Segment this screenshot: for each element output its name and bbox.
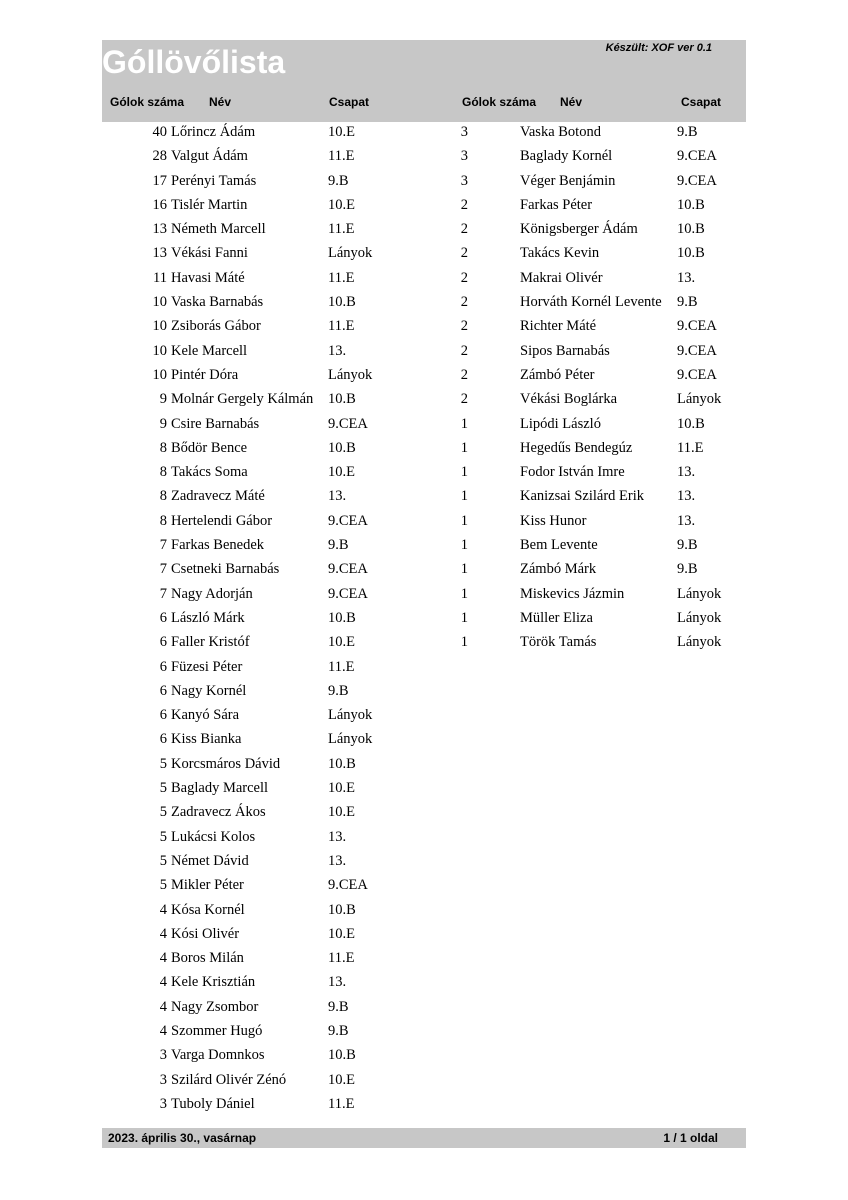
scorer-row [104,122,444,146]
scorer-row [453,122,743,146]
team-name: 13. [677,488,696,505]
player-name: Valgut Ádám [171,148,248,165]
player-name: Miskevics Jázmin [520,585,625,602]
player-name: Zámbó Péter [520,366,595,383]
team-name: 10.B [328,755,356,772]
scorer-row [453,486,743,510]
team-name: 9.B [328,998,349,1015]
team-name: 10.B [677,415,705,432]
right-scorer-list [453,122,743,657]
goals-count: 10 [152,342,167,359]
goals-count: 3 [159,1047,167,1064]
team-name: 11.E [328,148,355,165]
scorer-row [104,948,444,972]
goals-count: 9 [159,391,167,408]
team-name: 9.B [677,537,698,554]
report-header [102,40,746,122]
team-name: 10.E [328,634,355,651]
team-name: 9.CEA [328,561,368,578]
scorer-row [104,1070,444,1094]
scorer-row [453,535,743,559]
scorer-row [104,486,444,510]
team-name: 9.B [677,561,698,578]
player-name: Müller Eliza [520,609,593,626]
scorer-row [104,705,444,729]
scorer-row [453,219,743,243]
goals-count: 1 [460,537,468,554]
scorer-row [104,778,444,802]
team-name: 9.CEA [328,512,368,529]
scorer-row [104,754,444,778]
goals-count: 3 [460,172,468,189]
team-name: 9.B [328,537,349,554]
player-name: Zadravecz Máté [171,488,265,505]
goals-count: 4 [159,901,167,918]
team-name: 11.E [328,950,355,967]
scorer-row [453,316,743,340]
team-name: 9.CEA [677,342,717,359]
player-name: Hegedűs Bendegúz [520,439,633,456]
team-name: 10.B [328,439,356,456]
goals-count: 3 [159,1071,167,1088]
player-name: Korcsmáros Dávid [171,755,281,772]
player-name: Kanyó Sára [171,707,240,724]
scorer-row [104,972,444,996]
team-name: 13. [328,974,347,991]
scorer-row [104,389,444,413]
scorer-row [104,900,444,924]
goals-count: 6 [159,658,167,675]
scorer-row [453,608,743,632]
goals-count: 8 [159,464,167,481]
scorer-row [104,511,444,535]
player-name: Königsberger Ádám [520,221,638,238]
player-name: Lukácsi Kolos [171,828,256,845]
goals-count: 11 [153,269,167,286]
scorer-row [453,389,743,413]
scorer-row [104,414,444,438]
scorer-row [453,511,743,535]
goals-count: 17 [152,172,167,189]
goals-count: 5 [159,755,167,772]
player-name: Szilárd Olivér Zénó [171,1071,287,1088]
player-name: Bődör Bence [171,439,248,456]
player-name: Baglady Marcell [171,780,269,797]
left-name-header: Név [209,95,232,109]
player-name: Baglady Kornél [520,148,613,165]
goals-count: 2 [460,221,468,238]
team-name: Lányok [677,634,722,651]
goals-count: 5 [159,780,167,797]
player-name: Kósi Olivér [171,925,240,942]
goals-count: 7 [159,561,167,578]
scorer-row [104,681,444,705]
goals-count: 2 [460,269,468,286]
scorer-row [104,292,444,316]
report-date: 2023. április 30., vasárnap [108,1131,257,1145]
scorer-row [104,997,444,1021]
player-name: Farkas Benedek [171,537,265,554]
goals-count: 2 [460,342,468,359]
team-name: 10.B [328,391,356,408]
goals-count: 2 [460,391,468,408]
team-name: Lányok [328,707,373,724]
player-name: Zámbó Márk [520,561,597,578]
team-name: 9.B [328,172,349,189]
team-name: 10.E [328,925,355,942]
team-name: 11.E [328,658,355,675]
player-name: Sipos Barnabás [520,342,610,359]
player-name: Vaska Barnabás [171,294,264,311]
team-name: 13. [677,512,696,529]
goals-count: 5 [159,804,167,821]
scorer-row [453,195,743,219]
goals-count: 16 [152,196,167,213]
player-name: Takács Soma [171,464,248,481]
player-name: Bem Levente [520,537,598,554]
player-name: Csetneki Barnabás [171,561,280,578]
player-name: Varga Domnkos [171,1047,265,1064]
page-number: 1 / 1 oldal [663,1131,718,1145]
goals-count: 6 [159,634,167,651]
goals-count: 40 [152,124,167,140]
scorer-row [104,875,444,899]
team-name: 10.E [328,124,355,140]
player-name: Fodor István Imre [520,464,625,481]
team-name: Lányok [328,366,373,383]
team-name: 10.E [328,804,355,821]
team-name: 10.B [328,294,356,311]
goals-count: 1 [460,512,468,529]
scorer-row [104,316,444,340]
scorer-row [104,462,444,486]
scorer-row [453,243,743,267]
team-name: 13. [328,852,347,869]
scorer-row [104,195,444,219]
player-name: Nagy Kornél [171,682,247,699]
goals-count: 1 [460,585,468,602]
team-name: Lányok [677,391,722,408]
player-name: Havasi Máté [171,269,245,286]
goals-count: 6 [159,707,167,724]
goals-count: 4 [159,974,167,991]
scorer-row [104,438,444,462]
scorer-row [104,365,444,389]
left-goals-header: Gólok száma [110,95,185,109]
player-name: Török Tamás [520,634,597,651]
player-name: Kele Marcell [171,342,248,359]
player-name: Kanizsai Szilárd Erik [520,488,645,505]
scorer-row [104,632,444,656]
goals-count: 7 [159,537,167,554]
team-name: 9.CEA [328,585,368,602]
goals-count: 3 [159,1095,167,1112]
goals-count: 28 [152,148,167,165]
team-name: Lányok [677,585,722,602]
goals-count: 13 [152,221,167,238]
scorer-row [104,584,444,608]
player-name: Kiss Bianka [171,731,242,748]
goals-count: 6 [159,609,167,626]
scorer-row [453,341,743,365]
goals-count: 13 [152,245,167,262]
player-name: László Márk [171,609,245,626]
goals-count: 1 [460,488,468,505]
player-name: Hertelendi Gábor [171,512,273,529]
team-name: Lányok [677,609,722,626]
scorer-row [104,657,444,681]
goals-count: 1 [460,415,468,432]
goals-count: 4 [159,998,167,1015]
player-name: Németh Marcell [171,221,266,238]
player-name: Lipódi László [520,415,601,432]
scorer-row [453,414,743,438]
player-name: Kele Krisztián [171,974,256,991]
scorer-row [104,341,444,365]
scorer-row [104,219,444,243]
player-name: Perényi Tamás [171,172,257,189]
player-name: Nagy Adorján [171,585,253,602]
scorer-row [453,171,743,195]
team-name: 11.E [328,318,355,335]
goals-count: 5 [159,828,167,845]
goals-count: 2 [460,318,468,335]
team-name: 11.E [328,1095,355,1112]
team-name: 13. [328,488,347,505]
player-name: Farkas Péter [520,196,593,213]
player-name: Tislér Martin [171,196,248,213]
player-name: Boros Milán [171,950,244,967]
goals-count: 2 [460,245,468,262]
team-name: 10.E [328,196,355,213]
team-name: 10.B [677,221,705,238]
team-name: 11.E [677,439,704,456]
left-scorer-list [104,122,444,1118]
report-footer [102,1128,746,1148]
player-name: Szommer Hugó [171,1022,263,1039]
team-name: 10.B [328,609,356,626]
player-name: Kiss Hunor [520,512,587,529]
team-name: 9.B [677,294,698,311]
right-team-header: Csapat [681,95,722,109]
left-team-header: Csapat [329,95,370,109]
scorer-row [453,584,743,608]
team-name: 9.CEA [677,148,717,165]
goals-count: 1 [460,609,468,626]
player-name: Zadravecz Ákos [171,804,266,821]
goals-count: 10 [152,294,167,311]
goals-count: 8 [159,439,167,456]
scorer-row [453,559,743,583]
team-name: 9.CEA [328,415,368,432]
player-name: Takács Kevin [520,245,600,262]
right-goals-header: Gólok száma [462,95,537,109]
player-name: Tuboly Dániel [171,1095,255,1112]
goals-count: 9 [159,415,167,432]
player-name: Vékási Fanni [171,245,248,262]
team-name: Lányok [328,731,373,748]
team-name: 9.B [677,124,698,140]
player-name: Füzesi Péter [171,658,243,675]
player-name: Molnár Gergely Kálmán [171,391,314,408]
right-name-header: Név [560,95,583,109]
team-name: 10.E [328,464,355,481]
player-name: Csire Barnabás [171,415,260,432]
goals-count: 4 [159,950,167,967]
scorer-row [104,851,444,875]
player-name: Véger Benjámin [520,172,616,189]
goals-count: 6 [159,731,167,748]
player-name: Lőrincz Ádám [171,124,256,140]
team-name: 9.B [328,1022,349,1039]
team-name: 13. [328,828,347,845]
team-name: 9.B [328,682,349,699]
team-name: Lányok [328,245,373,262]
scorer-row [104,146,444,170]
goals-count: 1 [460,561,468,578]
scorer-row [104,268,444,292]
goals-count: 2 [460,294,468,311]
goals-count: 2 [460,196,468,213]
goals-count: 6 [159,682,167,699]
goals-count: 10 [152,318,167,335]
scorer-row [104,802,444,826]
team-name: 11.E [328,221,355,238]
goals-count: 3 [460,148,468,165]
goals-count: 2 [460,366,468,383]
scorer-row [104,1094,444,1118]
goals-count: 7 [159,585,167,602]
player-name: Zsiborás Gábor [171,318,261,335]
player-name: Makrai Olivér [520,269,603,286]
team-name: 9.CEA [328,877,368,894]
goals-count: 10 [152,366,167,383]
team-name: 13. [677,269,696,286]
player-name: Pintér Dóra [171,366,239,383]
scorer-row [453,146,743,170]
team-name: 10.B [328,901,356,918]
scorer-row [104,559,444,583]
player-name: Német Dávid [171,852,249,869]
goals-count: 8 [159,512,167,529]
scorer-row [104,535,444,559]
team-name: 10.E [328,1071,355,1088]
scorer-row [104,729,444,753]
goals-count: 5 [159,877,167,894]
scorer-row [453,438,743,462]
player-name: Nagy Zsombor [171,998,259,1015]
goals-count: 5 [159,852,167,869]
goals-count: 1 [460,464,468,481]
scorer-row [453,462,743,486]
team-name: 10.B [328,1047,356,1064]
goals-count: 1 [460,634,468,651]
version-note: Készült: XOF ver 0.1 [605,42,712,54]
team-name: 10.B [677,245,705,262]
player-name: Vékási Boglárka [520,391,618,408]
goals-count: 3 [460,124,468,140]
scorer-row [104,924,444,948]
goals-count: 8 [159,488,167,505]
player-name: Mikler Péter [171,877,244,894]
team-name: 9.CEA [677,318,717,335]
player-name: Richter Máté [520,318,597,335]
player-name: Horváth Kornél Levente [520,294,662,311]
team-name: 10.B [677,196,705,213]
scorer-row [453,268,743,292]
player-name: Kósa Kornél [171,901,245,918]
player-name: Vaska Botond [520,124,601,140]
scorer-row [104,608,444,632]
team-name: 13. [677,464,696,481]
player-name: Faller Kristóf [171,634,250,651]
goals-count: 4 [159,1022,167,1039]
team-name: 10.E [328,780,355,797]
team-name: 9.CEA [677,172,717,189]
scorer-row [104,171,444,195]
scorer-row [453,365,743,389]
team-name: 9.CEA [677,366,717,383]
scorer-row [453,292,743,316]
scorer-row [104,1045,444,1069]
scorer-row [453,632,743,656]
goals-count: 4 [159,925,167,942]
scorer-row [104,827,444,851]
scorer-row [104,243,444,267]
team-name: 13. [328,342,347,359]
goals-count: 1 [460,439,468,456]
page-title: Góllövőlista [102,44,286,80]
scorer-row [104,1021,444,1045]
team-name: 11.E [328,269,355,286]
